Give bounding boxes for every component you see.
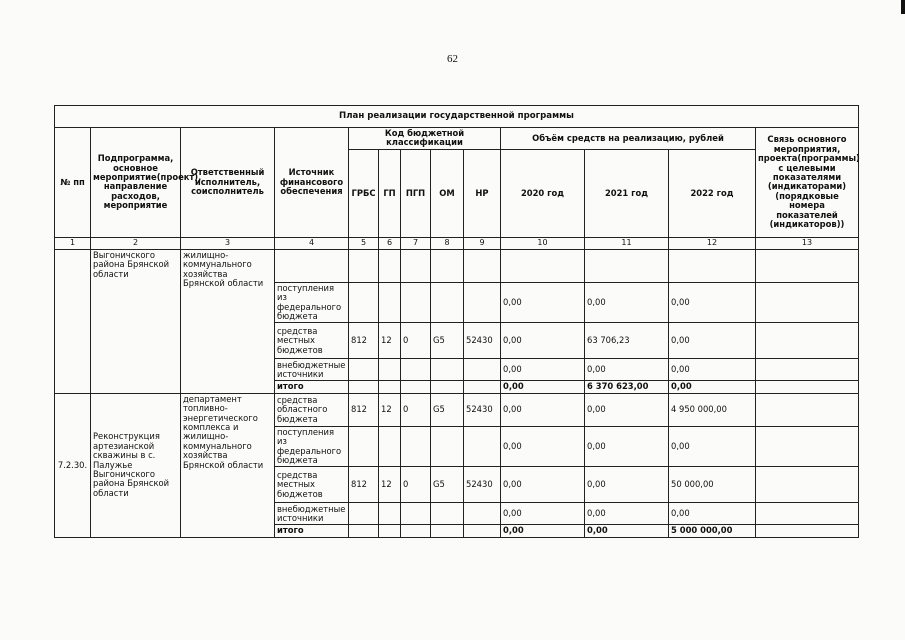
- column-number: 9: [464, 237, 501, 249]
- grbs-cell: [349, 381, 379, 393]
- gp-cell: [379, 249, 401, 282]
- column-number: 11: [585, 237, 669, 249]
- table-title: План реализации государственной программы: [55, 106, 859, 128]
- source-cell: средства областного бюджета: [275, 393, 349, 426]
- np-cell: [464, 381, 501, 393]
- np-cell: [464, 525, 501, 537]
- amount-2020-cell: 0,00: [501, 282, 585, 323]
- om-cell: [431, 503, 464, 525]
- gp-cell: [379, 503, 401, 525]
- grbs-cell: [349, 426, 379, 467]
- amount-2020-cell: 0,00: [501, 467, 585, 503]
- column-number: 10: [501, 237, 585, 249]
- np-cell: [464, 282, 501, 323]
- amount-2021-cell: 0,00: [585, 359, 669, 381]
- pgp-cell: 0: [401, 393, 431, 426]
- grbs-cell: [349, 525, 379, 537]
- executor-cell: департамент топливно-энергетического комплекса и жилищно-коммунального хозяйства Брянской области: [181, 393, 275, 537]
- amount-2021-cell: 0,00: [585, 503, 669, 525]
- amount-2021-cell: [585, 249, 669, 282]
- amount-2021-cell: 0,00: [585, 426, 669, 467]
- header-2020: 2020 год: [501, 149, 585, 237]
- amount-2020-cell: 0,00: [501, 393, 585, 426]
- header-gp: ГП: [379, 149, 401, 237]
- om-cell: [431, 525, 464, 537]
- header-grbs: ГРБС: [349, 149, 379, 237]
- column-number: 3: [181, 237, 275, 249]
- grbs-cell: [349, 282, 379, 323]
- amount-2020-cell: 0,00: [501, 381, 585, 393]
- pgp-cell: [401, 525, 431, 537]
- om-cell: [431, 426, 464, 467]
- source-cell: итого: [275, 381, 349, 393]
- header-executor: Ответственный исполнитель, соисполнитель: [181, 128, 275, 238]
- column-number: 6: [379, 237, 401, 249]
- gp-cell: 12: [379, 467, 401, 503]
- indicator-link-cell: [756, 359, 859, 381]
- gp-cell: [379, 381, 401, 393]
- executor-cell: жилищно-коммунального хозяйства Брянской области: [181, 249, 275, 393]
- np-cell: 52430: [464, 393, 501, 426]
- gp-cell: [379, 426, 401, 467]
- om-cell: [431, 359, 464, 381]
- table-row: [55, 393, 859, 426]
- np-cell: [464, 359, 501, 381]
- header-subprogram: Подпрограмма, основное мероприятие(проект), направление расходов, мероприятие: [91, 128, 181, 238]
- om-cell: [431, 381, 464, 393]
- gp-cell: [379, 282, 401, 323]
- indicator-link-cell: [756, 393, 859, 426]
- amount-2022-cell: 0,00: [669, 426, 756, 467]
- om-cell: [431, 249, 464, 282]
- grbs-cell: 812: [349, 467, 379, 503]
- source-cell: [275, 249, 349, 282]
- gp-cell: [379, 525, 401, 537]
- header-pgp: ПГП: [401, 149, 431, 237]
- column-number-row: [55, 237, 859, 249]
- column-number: 1: [55, 237, 91, 249]
- amount-2020-cell: [501, 249, 585, 282]
- header-2022: 2022 год: [669, 149, 756, 237]
- amount-2022-cell: 0,00: [669, 359, 756, 381]
- header-source: Источник финансового обеспечения: [275, 128, 349, 238]
- pgp-cell: [401, 359, 431, 381]
- source-cell: внебюджетные источники: [275, 359, 349, 381]
- column-number: 13: [756, 237, 859, 249]
- amount-2021-cell: 0,00: [585, 282, 669, 323]
- source-cell: поступления из федерального бюджета: [275, 426, 349, 467]
- table-row: [55, 249, 859, 282]
- amount-2022-cell: 0,00: [669, 503, 756, 525]
- amount-2020-cell: 0,00: [501, 426, 585, 467]
- om-cell: G5: [431, 467, 464, 503]
- pgp-cell: [401, 381, 431, 393]
- amount-2020-cell: 0,00: [501, 359, 585, 381]
- header-budget-code: Код бюджетной классификации: [349, 128, 501, 150]
- implementation-plan-table: [54, 105, 859, 538]
- column-number: 12: [669, 237, 756, 249]
- column-number: 7: [401, 237, 431, 249]
- header-no: № пп: [55, 128, 91, 238]
- grbs-cell: [349, 503, 379, 525]
- gp-cell: 12: [379, 393, 401, 426]
- source-cell: внебюджетные источники: [275, 503, 349, 525]
- column-number: 8: [431, 237, 464, 249]
- pgp-cell: [401, 426, 431, 467]
- source-cell: итого: [275, 525, 349, 537]
- subprogram-cell: Выгоничского района Брянской области: [91, 249, 181, 393]
- np-cell: [464, 426, 501, 467]
- column-number: 2: [91, 237, 181, 249]
- grbs-cell: [349, 249, 379, 282]
- amount-2022-cell: 5 000 000,00: [669, 525, 756, 537]
- indicator-link-cell: [756, 381, 859, 393]
- amount-2022-cell: 0,00: [669, 381, 756, 393]
- source-cell: поступления из федерального бюджета: [275, 282, 349, 323]
- np-cell: 52430: [464, 467, 501, 503]
- subprogram-cell: Реконструкция артезианской скважины в с. Палужье Выгоничского района Брянской области: [91, 393, 181, 537]
- amount-2021-cell: 0,00: [585, 393, 669, 426]
- amount-2022-cell: 0,00: [669, 282, 756, 323]
- pgp-cell: 0: [401, 467, 431, 503]
- grbs-cell: 812: [349, 393, 379, 426]
- amount-2020-cell: 0,00: [501, 525, 585, 537]
- header-om: ОМ: [431, 149, 464, 237]
- amount-2021-cell: 63 706,23: [585, 323, 669, 359]
- amount-2020-cell: 0,00: [501, 323, 585, 359]
- row-number-cell: 7.2.30.: [55, 393, 91, 537]
- row-number-cell: [55, 249, 91, 393]
- binder-mark: [901, 0, 905, 14]
- source-cell: средства местных бюджетов: [275, 467, 349, 503]
- amount-2021-cell: 6 370 623,00: [585, 381, 669, 393]
- pgp-cell: [401, 282, 431, 323]
- pgp-cell: [401, 249, 431, 282]
- grbs-cell: [349, 359, 379, 381]
- om-cell: G5: [431, 323, 464, 359]
- indicator-link-cell: [756, 249, 859, 282]
- column-number: 5: [349, 237, 379, 249]
- indicator-link-cell: [756, 525, 859, 537]
- header-2021: 2021 год: [585, 149, 669, 237]
- gp-cell: [379, 359, 401, 381]
- pgp-cell: 0: [401, 323, 431, 359]
- indicator-link-cell: [756, 503, 859, 525]
- column-number: 4: [275, 237, 349, 249]
- header-volume: Объём средств на реализацию, рублей: [501, 128, 756, 150]
- om-cell: G5: [431, 393, 464, 426]
- amount-2022-cell: 0,00: [669, 323, 756, 359]
- np-cell: [464, 503, 501, 525]
- source-cell: средства местных бюджетов: [275, 323, 349, 359]
- header-np: НР: [464, 149, 501, 237]
- indicator-link-cell: [756, 426, 859, 467]
- amount-2020-cell: 0,00: [501, 503, 585, 525]
- amount-2021-cell: 0,00: [585, 467, 669, 503]
- pgp-cell: [401, 503, 431, 525]
- indicator-link-cell: [756, 282, 859, 323]
- header-link: Связь основного мероприятия, проекта(программы) с целевыми показателями (индикаторами) (порядковые номера показателей (индикаторов)): [756, 128, 859, 238]
- om-cell: [431, 282, 464, 323]
- indicator-link-cell: [756, 323, 859, 359]
- amount-2022-cell: 4 950 000,00: [669, 393, 756, 426]
- indicator-link-cell: [756, 467, 859, 503]
- gp-cell: 12: [379, 323, 401, 359]
- grbs-cell: 812: [349, 323, 379, 359]
- amount-2022-cell: 50 000,00: [669, 467, 756, 503]
- np-cell: [464, 249, 501, 282]
- np-cell: 52430: [464, 323, 501, 359]
- amount-2021-cell: 0,00: [585, 525, 669, 537]
- amount-2022-cell: [669, 249, 756, 282]
- page-number: 62: [447, 53, 458, 65]
